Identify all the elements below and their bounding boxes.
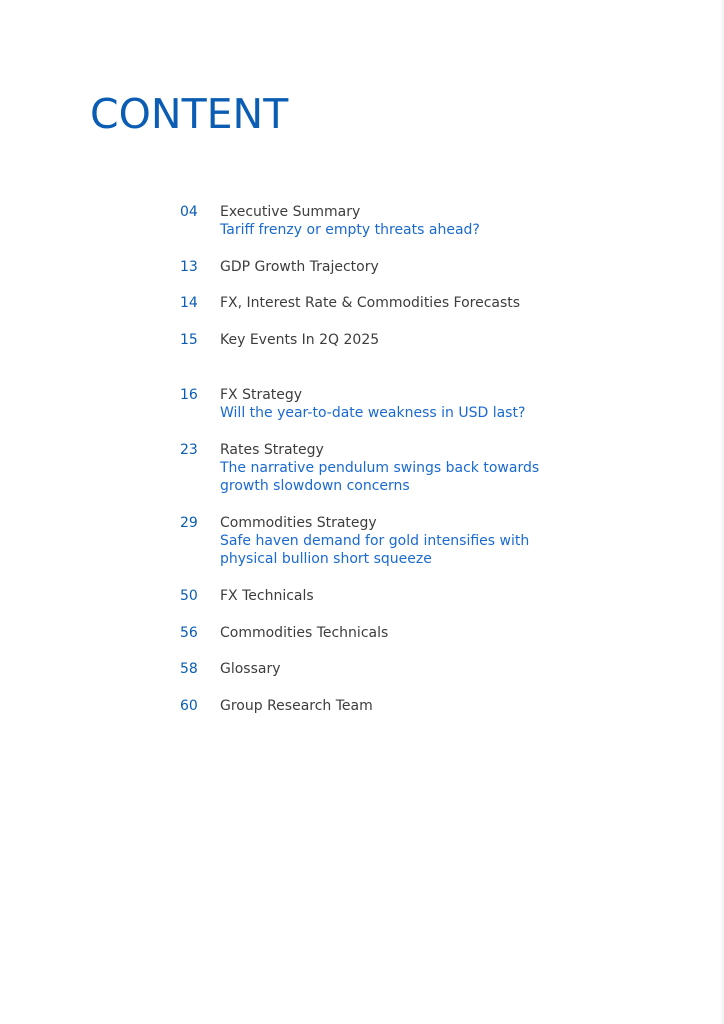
toc-page-number: 04 [180, 204, 198, 220]
toc-entry-key-events[interactable] [180, 331, 580, 349]
toc-entry-commodities-technicals[interactable] [180, 624, 580, 642]
toc-entry-fx-technicals[interactable] [180, 587, 580, 605]
toc-heading: FX Technicals [220, 588, 314, 604]
toc-heading: FX Strategy [220, 387, 303, 403]
page-edge [720, 0, 724, 1024]
toc-heading: Rates Strategy [220, 442, 324, 458]
page-title: CONTENT [90, 90, 289, 138]
toc-entry-forecasts[interactable] [180, 294, 580, 312]
toc-subtitle: Will the year-to-date weakness in USD last? [220, 405, 526, 421]
toc-page-number: 56 [180, 625, 198, 641]
toc-page-number: 23 [180, 442, 198, 458]
toc-entry-group-research-team[interactable] [180, 697, 580, 715]
toc-entry-glossary[interactable] [180, 660, 580, 678]
toc-page-number: 14 [180, 295, 198, 311]
toc-entry-commodities-strategy[interactable] [180, 514, 580, 568]
toc-subtitle: Safe haven demand for gold intensifies with physical bullion short squeeze [220, 533, 530, 567]
toc-subtitle: Tariff frenzy or empty threats ahead? [220, 222, 480, 238]
toc-page-number: 13 [180, 259, 198, 275]
toc-heading: Commodities Strategy [220, 515, 377, 531]
toc-page-number: 29 [180, 515, 198, 531]
toc-entry-rates-strategy[interactable] [180, 441, 580, 495]
toc-page-number: 58 [180, 661, 198, 677]
toc-heading: Group Research Team [220, 698, 373, 714]
toc-heading: GDP Growth Trajectory [220, 259, 379, 275]
toc-page-number: 16 [180, 387, 198, 403]
toc-heading: Glossary [220, 661, 281, 677]
toc-heading: Commodities Technicals [220, 625, 389, 641]
toc-heading: Executive Summary [220, 204, 361, 220]
toc-entry-executive-summary[interactable] [180, 203, 580, 239]
toc-heading: FX, Interest Rate & Commodities Forecasts [220, 295, 521, 311]
toc-heading: Key Events In 2Q 2025 [220, 332, 380, 348]
toc-page-number: 50 [180, 588, 198, 604]
table-of-contents [180, 203, 580, 715]
toc-page-number: 15 [180, 332, 198, 348]
toc-page-number: 60 [180, 698, 198, 714]
toc-entry-fx-strategy[interactable] [180, 386, 580, 422]
toc-subtitle: The narrative pendulum swings back towards growth slowdown concerns [220, 460, 540, 494]
toc-entry-gdp-growth-trajectory[interactable] [180, 258, 580, 276]
